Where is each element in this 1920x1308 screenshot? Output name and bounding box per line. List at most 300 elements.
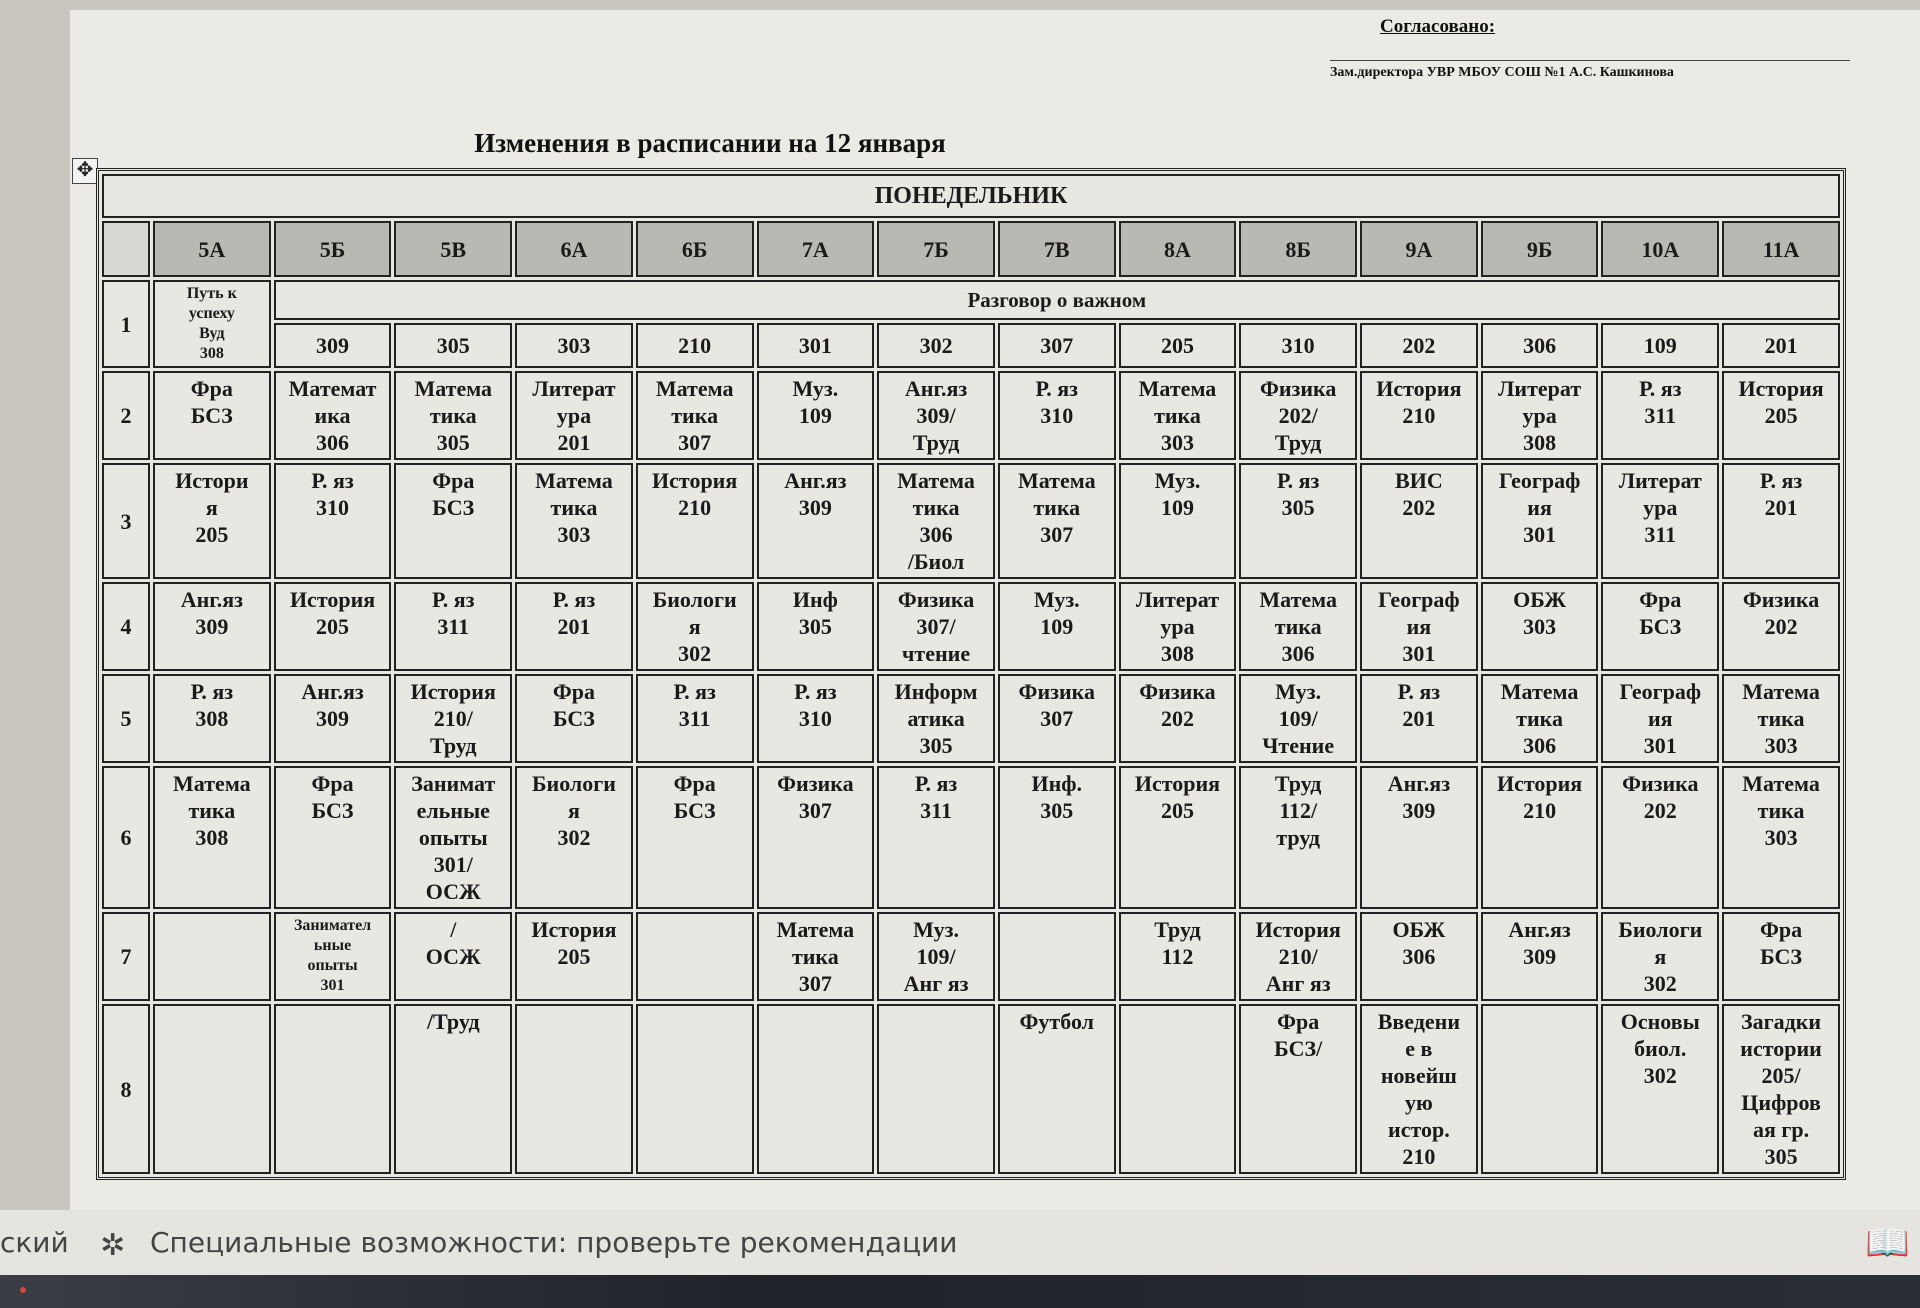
cell-text: тика	[1757, 798, 1805, 823]
cell-text: 309	[1523, 944, 1557, 969]
cell-text: опыты	[418, 825, 488, 850]
lesson-cell	[1119, 674, 1237, 763]
lesson-cell	[274, 1004, 392, 1174]
lesson-cell	[153, 674, 271, 763]
cell-text: 301	[1643, 733, 1677, 758]
lesson-row-7	[102, 912, 1840, 1001]
cell-text: Литерат	[532, 376, 616, 401]
cell-text: 303	[557, 522, 591, 547]
room-cell: 301	[757, 323, 875, 368]
class-header: 5В	[394, 221, 512, 277]
cell-text: 303	[1764, 825, 1798, 850]
lesson-cell	[1360, 463, 1478, 579]
lesson-cell	[1481, 1004, 1599, 1174]
cell-text: Труд	[912, 430, 960, 455]
cell-text: Физика	[1259, 376, 1337, 401]
lesson-cell	[1601, 371, 1719, 460]
cell-text: 210	[678, 495, 712, 520]
cell-text: БСЗ	[311, 798, 354, 823]
cell-text: е в	[1405, 1036, 1433, 1061]
lesson-cell	[274, 371, 392, 460]
cell-text: Фра	[311, 771, 354, 796]
cell-text: 307	[678, 430, 712, 455]
cell-text: 305	[919, 733, 953, 758]
cell-text: Физика	[777, 771, 854, 796]
cell-text: ВИС	[1395, 468, 1443, 493]
cell-text: ура	[556, 403, 592, 428]
cell-text: Р. яз	[1397, 679, 1441, 704]
cell-text: Фра	[1277, 1009, 1320, 1034]
lesson-cell	[757, 912, 875, 1001]
cell-text: 201	[557, 614, 591, 639]
cell-text: 311	[920, 798, 952, 823]
room-cell: 303	[515, 323, 633, 368]
cell-text: Матема	[655, 376, 734, 401]
lesson-cell	[1601, 674, 1719, 763]
lesson-cell	[757, 371, 875, 460]
cell-text: Муз.	[913, 917, 959, 942]
lesson-cell	[153, 912, 271, 1001]
class-header: 7А	[757, 221, 875, 277]
lesson-cell	[998, 582, 1116, 671]
lesson-cell	[636, 912, 754, 1001]
cell-text: Основы	[1620, 1009, 1700, 1034]
lesson-cell	[394, 766, 512, 909]
lesson-number: 7	[102, 912, 150, 1001]
lesson-cell	[1360, 371, 1478, 460]
cell-text: 308	[195, 706, 229, 731]
signer-line: Зам.директора УВР МБОУ СОШ №1 А.С. Кашкинова	[1330, 60, 1850, 81]
cell-text: БСЗ/	[1274, 1036, 1323, 1061]
cell-text: 307/	[916, 614, 956, 639]
lesson-cell	[636, 371, 754, 460]
cell-text: Анг.яз	[904, 376, 968, 401]
language-indicator[interactable]: ский	[0, 1226, 69, 1259]
class-header: 8А	[1119, 221, 1237, 277]
lesson-cell	[515, 766, 633, 909]
cell-text: Муз.	[1154, 468, 1201, 493]
lesson-cell	[877, 582, 995, 671]
lesson-cell	[274, 463, 392, 579]
cell-text: 307	[1040, 706, 1074, 731]
cell-text: я	[1654, 944, 1667, 969]
cell-text: ура	[1643, 495, 1678, 520]
cell-text: ия	[1406, 614, 1432, 639]
class-header: 6Б	[636, 221, 754, 277]
cell-text: 205	[316, 614, 350, 639]
cell-text: 202/	[1278, 403, 1318, 428]
cell-text: 303	[1523, 614, 1557, 639]
lesson-row-8	[102, 1004, 1840, 1174]
cell-text: 305	[798, 614, 832, 639]
lesson-cell	[1601, 766, 1719, 909]
cell-text: Физика	[1622, 771, 1699, 796]
cell-text: /Биол	[907, 549, 965, 574]
cell-text: Матема	[897, 468, 975, 493]
cell-text: 301	[1402, 641, 1436, 666]
class-header: 8Б	[1239, 221, 1357, 277]
lesson-cell	[998, 371, 1116, 460]
cell-text: ОБЖ	[1513, 587, 1567, 612]
room-cell: 306	[1481, 323, 1599, 368]
lesson-cell	[515, 371, 633, 460]
cell-text: Анг.яз	[1508, 917, 1571, 942]
lesson-cell	[394, 912, 512, 1001]
cell-text: Р. яз	[552, 587, 596, 612]
cell-text: Фра	[432, 468, 475, 493]
lesson-cell	[1722, 371, 1840, 460]
cell-text: чтение	[902, 641, 971, 666]
cell-text: Литерат	[1618, 468, 1702, 493]
lesson-cell	[515, 912, 633, 1001]
cell-text: 210/	[1278, 944, 1318, 969]
cell-text: тика	[671, 403, 719, 428]
cell-text: 308	[195, 825, 229, 850]
lesson-cell	[153, 1004, 271, 1174]
cell-text: /	[450, 917, 457, 942]
cell-text: 311	[437, 614, 470, 639]
lesson-cell	[394, 1004, 512, 1174]
lesson-cell	[1481, 766, 1599, 909]
accessibility-status[interactable]: Специальные возможности: проверьте рекомендации	[150, 1226, 958, 1259]
cell-text: Матема	[535, 468, 613, 493]
lesson-cell	[1481, 582, 1599, 671]
lesson-cell	[757, 582, 875, 671]
cell-text: истории	[1740, 1036, 1822, 1061]
lesson-cell	[636, 463, 754, 579]
room-row	[102, 323, 1840, 368]
lesson-cell	[1119, 582, 1237, 671]
day-header: ПОНЕДЕЛЬНИК	[102, 174, 1840, 218]
cell-text: 210	[1523, 798, 1557, 823]
cell-text: Занимат	[411, 771, 496, 796]
cell-text: Р. яз	[190, 679, 234, 704]
cell-text: Матема	[173, 771, 251, 796]
lesson-cell	[153, 766, 271, 909]
room-cell: 205	[1119, 323, 1237, 368]
cell-text: 109/	[1278, 706, 1318, 731]
cell-text: Биологи	[1618, 917, 1703, 942]
class-header: 11А	[1722, 221, 1840, 277]
accessibility-icon[interactable]: ✲	[100, 1228, 126, 1263]
cell-text: Фра	[552, 679, 596, 704]
lesson-cell	[1722, 912, 1840, 1001]
cell-text: 210	[1402, 1144, 1436, 1169]
corner-cell	[102, 221, 150, 277]
cell-text: истор.	[1388, 1117, 1450, 1142]
lesson-cell	[1239, 1004, 1357, 1174]
cell-text: Физика	[1139, 679, 1216, 704]
cell-text: Р. яз	[914, 771, 958, 796]
cell-text: 109	[798, 403, 832, 428]
cell-text: ОСЖ	[425, 944, 481, 969]
cell-text: История	[1134, 771, 1221, 796]
lesson-cell	[1601, 582, 1719, 671]
class-header: 10А	[1601, 221, 1719, 277]
cell-text: БСЗ	[673, 798, 716, 823]
room-cell: 307	[998, 323, 1116, 368]
cell-text: тика	[550, 495, 598, 520]
lesson-cell	[998, 674, 1116, 763]
cell-text: ия	[1527, 495, 1552, 520]
lesson-cell	[1239, 674, 1357, 763]
lesson-cell	[877, 1004, 995, 1174]
lesson-cell	[1119, 766, 1237, 909]
room-cell: 201	[1722, 323, 1840, 368]
cell-text: 307	[798, 971, 832, 996]
room-cell: 309	[274, 323, 392, 368]
cell-text: БСЗ	[1639, 614, 1682, 639]
cell-text: 310	[316, 495, 350, 520]
lesson-cell: Путь к успеху Вуд 308	[153, 280, 271, 368]
cell-text: 305	[1764, 1144, 1798, 1169]
cell-text: Фра	[673, 771, 716, 796]
cell-text: 202	[1402, 495, 1436, 520]
cell-text: Фра	[1639, 587, 1682, 612]
lesson-cell	[1481, 674, 1599, 763]
lesson-cell	[515, 582, 633, 671]
lesson-number: 2	[102, 371, 150, 460]
cell-text: 202	[1160, 706, 1194, 731]
room-cell: 302	[877, 323, 995, 368]
lesson-number: 3	[102, 463, 150, 579]
cell-text: 201	[1764, 495, 1798, 520]
cell-text: 109	[1040, 614, 1074, 639]
cell-text: Матема	[1742, 771, 1820, 796]
cell-text: ую	[1404, 1090, 1433, 1115]
cell-text: 307	[798, 798, 832, 823]
cell-text: Физика	[1018, 679, 1095, 704]
cell-text: Цифров	[1741, 1090, 1821, 1115]
lesson-cell	[1360, 674, 1478, 763]
lesson-cell	[877, 766, 995, 909]
cell-text: ОСЖ	[425, 879, 481, 904]
cell-text: Географ	[1498, 468, 1581, 493]
cell-text: 306	[919, 522, 953, 547]
cell-text: История	[652, 468, 738, 493]
lesson-cell	[274, 912, 392, 1001]
cell-text: тика	[1757, 706, 1805, 731]
cell-text: Р. яз	[1276, 468, 1320, 493]
read-mode-icon[interactable]: 📖	[1865, 1223, 1910, 1264]
cell-text: История	[410, 679, 496, 704]
lesson-cell	[757, 1004, 875, 1174]
cell-text: 301/	[433, 852, 473, 877]
cell-text: я	[688, 614, 701, 639]
cell-text: 202	[1764, 614, 1798, 639]
cell-text: Р. яз	[1035, 376, 1078, 401]
lesson-number: 5	[102, 674, 150, 763]
cell-text: БСЗ	[553, 706, 595, 731]
cell-text: 308	[1160, 641, 1194, 666]
lesson-cell	[153, 371, 271, 460]
cell-text: Биологи	[652, 587, 737, 612]
cell-text: 305	[1281, 495, 1315, 520]
cell-text: 306	[316, 430, 350, 455]
taskbar	[0, 1275, 1920, 1308]
cell-text: История	[1376, 376, 1462, 401]
cell-text: Муз.	[1275, 679, 1322, 704]
lesson-row-5	[102, 674, 1840, 763]
lesson-cell	[1481, 912, 1599, 1001]
lesson-cell	[515, 1004, 633, 1174]
room-cell: 305	[394, 323, 512, 368]
cell-text: 205	[1764, 403, 1798, 428]
cell-text: я	[568, 798, 580, 823]
cell-text: 202	[1643, 798, 1677, 823]
lesson-cell	[1722, 674, 1840, 763]
cell-text: 310	[1040, 403, 1074, 428]
room-cell: 310	[1239, 323, 1357, 368]
cell-text: ура	[1522, 403, 1557, 428]
lesson-cell	[1360, 766, 1478, 909]
cell-text: Р. яз	[1759, 468, 1803, 493]
lesson-row-2	[102, 371, 1840, 460]
lesson-cell	[1360, 582, 1478, 671]
lesson-cell	[394, 674, 512, 763]
class-header: 5Б	[274, 221, 392, 277]
cell-text: Загадки	[1741, 1009, 1822, 1034]
cell-text: 302	[1643, 1063, 1677, 1088]
cell-text: ика	[314, 403, 351, 428]
cell-text: Матема	[1017, 468, 1096, 493]
cell-text: Фра	[190, 376, 233, 401]
lesson-cell	[394, 371, 512, 460]
lesson-cell	[515, 463, 633, 579]
lesson-cell	[1481, 463, 1599, 579]
lesson-cell	[1722, 1004, 1840, 1174]
class-header: 6А	[515, 221, 633, 277]
cell-text: ура	[1160, 614, 1195, 639]
cell-text: Фра	[1760, 917, 1803, 942]
lesson-cell	[1722, 582, 1840, 671]
lesson-row-4	[102, 582, 1840, 671]
cell-text: тика	[429, 403, 477, 428]
lesson-cell	[636, 766, 754, 909]
lesson-cell	[153, 463, 271, 579]
lesson-cell	[877, 674, 995, 763]
lesson-cell	[998, 766, 1116, 909]
lesson-cell	[877, 463, 995, 579]
lesson-cell	[1239, 463, 1357, 579]
cell-text: Матема	[776, 917, 855, 942]
cell-text: новейш	[1380, 1063, 1457, 1088]
cell-text: тика	[1274, 614, 1322, 639]
cell-text: 308	[1523, 430, 1557, 455]
cell-text: Р. яз	[673, 679, 716, 704]
lesson-cell	[274, 766, 392, 909]
table-move-handle-icon[interactable]: ✥	[72, 158, 98, 184]
approval-block	[1330, 16, 1850, 81]
lesson-cell	[1119, 463, 1237, 579]
cell-text: Географ	[1378, 587, 1460, 612]
cell-text: тика	[912, 495, 960, 520]
cell-text: 309	[1402, 798, 1436, 823]
cell-text: 205/	[1761, 1063, 1801, 1088]
cell-text: 205	[557, 944, 591, 969]
cell-text: биол.	[1634, 1036, 1687, 1061]
lesson-cell	[877, 371, 995, 460]
cell-text: Литерат	[1498, 376, 1582, 401]
cell-text: Информ	[894, 679, 978, 704]
lesson-cell	[757, 463, 875, 579]
cell-text: 306	[1523, 733, 1557, 758]
cell-text: Анг.яз	[180, 587, 244, 612]
cell-text: Матема	[1259, 587, 1337, 612]
lesson-cell	[274, 674, 392, 763]
lesson-number: 8	[102, 1004, 150, 1174]
cell-text: тика	[1154, 403, 1201, 428]
cell-text: Матема	[414, 376, 493, 401]
cell-text: 311	[678, 706, 711, 731]
cell-text: Географ	[1619, 679, 1702, 704]
taskbar-indicator-icon	[20, 1287, 26, 1293]
cell-text: Анг яз	[1265, 971, 1331, 996]
cell-text: 310	[798, 706, 832, 731]
cell-text: Труд	[1154, 917, 1201, 942]
cell-text: Матема	[1742, 679, 1820, 704]
cell-text: ия	[1648, 706, 1673, 731]
lesson-cell	[636, 582, 754, 671]
cell-text: 309	[316, 706, 350, 731]
cell-text: я	[205, 495, 218, 520]
schedule-table	[96, 168, 1846, 1180]
agreed-label: Согласовано:	[1380, 16, 1496, 37]
cell-text: 309/	[916, 403, 956, 428]
cell-text: 205	[1160, 798, 1194, 823]
cell-text: БСЗ	[1760, 944, 1803, 969]
cell-text: ельные	[416, 798, 490, 823]
lesson-cell	[998, 912, 1116, 1001]
cell-text: 311	[1644, 522, 1677, 547]
cell-text: Инф	[792, 587, 838, 612]
cell-text: Муз.	[1033, 587, 1080, 612]
lesson-cell	[636, 1004, 754, 1174]
lesson-cell	[636, 674, 754, 763]
cell-text: Инф.	[1031, 771, 1083, 796]
cell-text: Анг.яз	[301, 679, 364, 704]
cell-text: труд	[1276, 825, 1321, 850]
lesson-cell	[394, 582, 512, 671]
room-cell: 210	[636, 323, 754, 368]
lesson-cell	[1360, 1004, 1478, 1174]
lesson-cell	[757, 674, 875, 763]
cell-text: 109	[1160, 495, 1194, 520]
cell-text: тика	[791, 944, 839, 969]
cell-text: Занимател	[293, 917, 372, 934]
cell-text: История	[289, 587, 376, 612]
cell-text: 306	[1402, 944, 1436, 969]
cell-text: Анг яз	[903, 971, 969, 996]
cell-text: ОБЖ	[1392, 917, 1446, 942]
cell-text: Р. яз	[1639, 376, 1682, 401]
lesson-cell	[1239, 371, 1357, 460]
class-header: 7Б	[877, 221, 995, 277]
cell-text: 301	[1523, 522, 1557, 547]
cell-text: тика	[1516, 706, 1563, 731]
lesson-cell	[998, 463, 1116, 579]
cell-text: Муз.	[792, 376, 839, 401]
cell-text: Труд	[429, 733, 477, 758]
lesson-cell	[877, 912, 995, 1001]
cell-text: История	[1255, 917, 1341, 942]
cell-text: 311	[1644, 403, 1677, 428]
lesson-row-3	[102, 463, 1840, 579]
cell-text: 205	[195, 522, 229, 547]
cell-text: 306	[1281, 641, 1315, 666]
cell-text: БСЗ	[432, 495, 475, 520]
lesson-cell	[394, 463, 512, 579]
